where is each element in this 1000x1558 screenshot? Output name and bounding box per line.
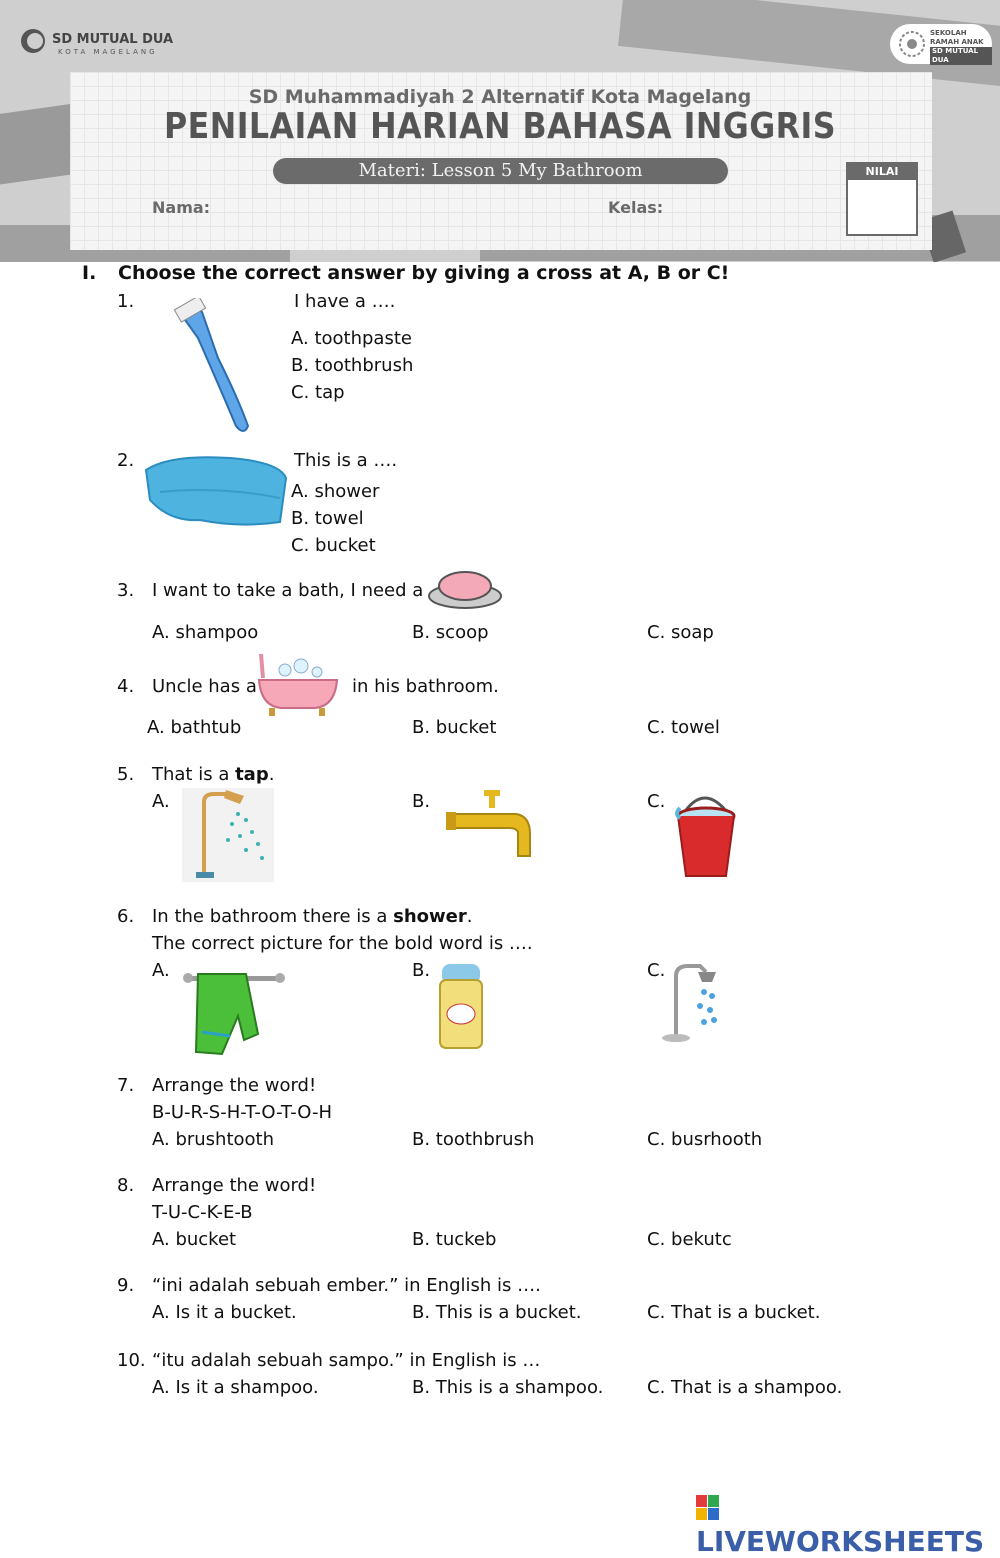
towel-rack-picture-icon[interactable] (182, 962, 286, 1058)
q5-option-b[interactable]: B. (412, 791, 431, 812)
school-logo-text: SD MUTUAL DUA (52, 32, 174, 47)
liveworksheets-logo[interactable] (696, 1492, 1000, 1558)
nilai-box[interactable] (846, 162, 918, 236)
q1-text: I have a …. (294, 291, 396, 312)
q8-text: Arrange the word! (152, 1175, 317, 1196)
q6-text (152, 906, 472, 927)
toothbrush-icon (168, 298, 258, 436)
q10-option-c[interactable]: C. That is a shampoo. (647, 1377, 843, 1398)
q10-number: 10. (117, 1350, 146, 1371)
school-emblem-icon (20, 26, 46, 56)
q6-line2: The correct picture for the bold word is …. (152, 933, 533, 954)
q6-text-pre: In the bathroom there is a (152, 906, 394, 927)
q2-option-c[interactable]: C. bucket (291, 535, 376, 556)
q5-text-pre: That is a (152, 764, 236, 785)
shower-picture-icon[interactable] (182, 788, 274, 882)
materi-label: Materi: Lesson 5 My Bathroom (273, 158, 728, 184)
q2-option-a[interactable]: A. shower (291, 481, 380, 502)
shower-head-picture-icon[interactable] (660, 962, 720, 1046)
school-logo-right (890, 24, 992, 64)
q4-text-pre: Uncle has a (152, 676, 257, 697)
q5-text (152, 764, 274, 785)
q4-option-a[interactable]: A. bathtub (147, 717, 242, 738)
child-friendly-emblem-icon (898, 30, 926, 58)
q6-option-c[interactable]: C. (647, 960, 666, 981)
worksheet-title: PENILAIAN HARIAN BAHASA INGGRIS (164, 106, 836, 147)
q7-option-a[interactable]: A. brushtooth (152, 1129, 275, 1150)
q2-number: 2. (117, 450, 135, 471)
kelas-label: Kelas: (608, 198, 664, 217)
logo-right-line3: SD MUTUAL DUA (930, 47, 992, 65)
q7-scrambled-word: B-U-R-S-H-T-O-T-O-H (152, 1102, 332, 1123)
q9-number: 9. (117, 1275, 135, 1296)
q5-number: 5. (117, 764, 135, 785)
shampoo-bottle-picture-icon[interactable] (438, 962, 486, 1052)
q4-option-b[interactable]: B. bucket (412, 717, 497, 738)
q3-option-c[interactable]: C. soap (647, 622, 714, 643)
q1-option-c[interactable]: C. tap (291, 382, 345, 403)
q3-option-b[interactable]: B. scoop (412, 622, 489, 643)
instruction-text: Choose the correct answer by giving a cross at A, B or C! (118, 262, 730, 284)
soap-icon (425, 562, 503, 612)
logo-right-line2: RAMAH ANAK (930, 38, 984, 46)
q6-number: 6. (117, 906, 135, 927)
towel-icon (140, 448, 290, 530)
q6-bold-word: shower (393, 906, 467, 927)
q1-option-b[interactable]: B. toothbrush (291, 355, 414, 376)
tap-picture-icon[interactable] (446, 786, 536, 864)
q2-text: This is a …. (294, 450, 398, 471)
q6-option-b[interactable]: B. (412, 960, 431, 981)
q2-option-b[interactable]: B. towel (291, 508, 364, 529)
q5-option-a[interactable]: A. (152, 791, 170, 812)
q9-text: “ini adalah sebuah ember.” in English is …. (152, 1275, 541, 1296)
q10-text: “itu adalah sebuah sampo.” in English is … (152, 1350, 541, 1371)
q4-text-post: in his bathroom. (352, 676, 499, 697)
q5-bold-word: tap (235, 764, 269, 785)
school-logo-subtext: KOTA MAGELANG (58, 48, 158, 56)
q1-option-a[interactable]: A. toothpaste (291, 328, 412, 349)
nama-label: Nama: (152, 198, 211, 217)
section-instruction (82, 262, 730, 284)
q3-number: 3. (117, 580, 135, 601)
school-logo-left (20, 26, 174, 56)
q7-number: 7. (117, 1075, 135, 1096)
bucket-picture-icon[interactable] (668, 786, 742, 882)
q10-option-b[interactable]: B. This is a shampoo. (412, 1377, 604, 1398)
liveworksheets-icon (696, 1495, 720, 1521)
q5-option-c[interactable]: C. (647, 791, 666, 812)
q5-text-post: . (268, 764, 275, 785)
q8-number: 8. (117, 1175, 135, 1196)
q8-option-b[interactable]: B. tuckeb (412, 1229, 497, 1250)
q4-number: 4. (117, 676, 135, 697)
q9-option-c[interactable]: C. That is a bucket. (647, 1302, 821, 1323)
nilai-label: NILAI (848, 164, 916, 180)
q1-number: 1. (117, 291, 135, 312)
q3-option-a[interactable]: A. shampoo (152, 622, 259, 643)
q10-option-a[interactable]: A. Is it a shampoo. (152, 1377, 319, 1398)
logo-right-line1: SEKOLAH (930, 29, 967, 37)
q6-option-a[interactable]: A. (152, 960, 170, 981)
section-number: I. (82, 262, 97, 284)
q7-text: Arrange the word! (152, 1075, 317, 1096)
q3-text: I want to take a bath, I need a (152, 580, 424, 601)
q9-option-a[interactable]: A. Is it a bucket. (152, 1302, 297, 1323)
school-name: SD Muhammadiyah 2 Alternatif Kota Magelang (248, 86, 752, 108)
q6-text-post: . (466, 906, 473, 927)
q8-option-c[interactable]: C. bekutc (647, 1229, 732, 1250)
bathtub-icon (255, 648, 341, 720)
liveworksheets-text: LIVEWORKSHEETS (696, 1525, 985, 1558)
q7-option-b[interactable]: B. toothbrush (412, 1129, 535, 1150)
q9-option-b[interactable]: B. This is a bucket. (412, 1302, 582, 1323)
q7-option-c[interactable]: C. busrhooth (647, 1129, 763, 1150)
q4-option-c[interactable]: C. towel (647, 717, 720, 738)
worksheet-header (0, 0, 1000, 262)
q8-scrambled-word: T-U-C-K-E-B (152, 1202, 253, 1223)
q8-option-a[interactable]: A. bucket (152, 1229, 237, 1250)
